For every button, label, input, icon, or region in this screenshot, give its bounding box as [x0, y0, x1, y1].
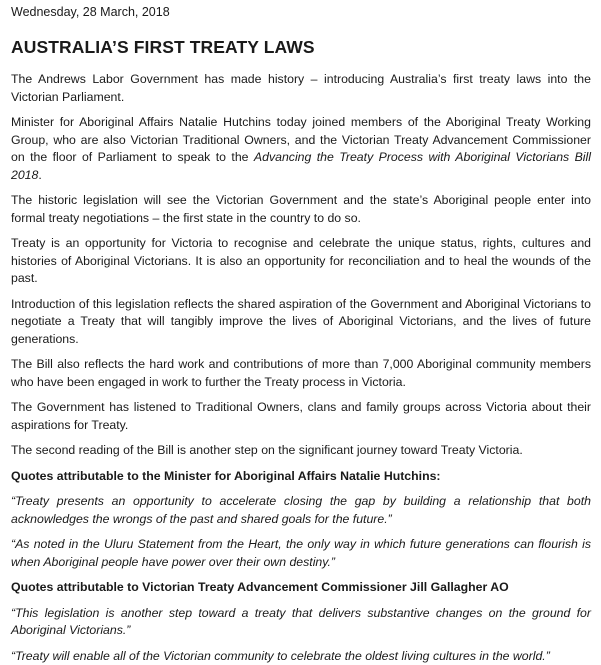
minister-quotes-heading: Quotes attributable to the Minister for Aboriginal Affairs Natalie Hutchins:: [11, 468, 591, 486]
paragraph-treaty-opportunity: Treaty is an opportunity for Victoria to recognise and celebrate the unique status, rights, cultures and histories of Aboriginal Victorians. It is also an opportunity for reconciliation and to heal the wounds of the past.: [11, 235, 591, 288]
paragraph-minister-joined-end: .: [38, 168, 41, 182]
paragraph-historic-legislation: The historic legislation will see the Victorian Government and the state’s Aboriginal people enter into formal treaty negotiations – the first state in the country to do so.: [11, 192, 591, 227]
release-date: Wednesday, 28 March, 2018: [11, 4, 591, 20]
commissioner-quotes-heading: Quotes attributable to Victorian Treaty Advancement Commissioner Jill Gallagher AO: [11, 579, 591, 597]
minister-quote-uluru: “As noted in the Uluru Statement from the Heart, the only way in which future generations can flourish is when Aboriginal people have power over their own destiny.”: [11, 536, 591, 571]
paragraph-government-listened: The Government has listened to Traditional Owners, clans and family groups across Victoria about their aspirations for Treaty.: [11, 399, 591, 434]
commissioner-quote-legislation: “This legislation is another step toward a treaty that delivers substantive changes on the ground for Aboriginal Victorians.”: [11, 605, 591, 640]
paragraph-minister-joined: [11, 114, 591, 184]
minister-quote-closing-gap: “Treaty presents an opportunity to accelerate closing the gap by building a relationship that both acknowledges the wrongs of the past and shared goals for the future.”: [11, 493, 591, 528]
paragraph-history: The Andrews Labor Government has made history – introducing Australia’s first treaty laws into the Victorian Parliament.: [11, 71, 591, 106]
page-title: AUSTRALIA’S FIRST TREATY LAWS: [11, 36, 591, 58]
commissioner-quote-cultures: “Treaty will enable all of the Victorian community to celebrate the oldest living cultures in the world.”: [11, 648, 591, 665]
bill-name: Advancing the Treaty Process with Aboriginal Victorians Bill 2018: [11, 150, 591, 182]
paragraph-minister-joined-text: Minister for Aboriginal Affairs Natalie Hutchins today joined members of the Aboriginal Treaty Working Group, who are also Victorian Traditional Owners, and the Victorian Treaty Advancement Commissioner on the floor of Parliament to speak to the: [11, 115, 591, 164]
paragraph-shared-aspiration: Introduction of this legislation reflects the shared aspiration of the Government and Aboriginal Victorians to negotiate a Treaty that will tangibly improve the lives of Aboriginal Victorians, and the lives of future generations.: [11, 296, 591, 349]
paragraph-second-reading: The second reading of the Bill is another step on the significant journey toward Treaty Victoria.: [11, 442, 591, 460]
paragraph-bill-reflects: The Bill also reflects the hard work and contributions of more than 7,000 Aboriginal community members who have been engaged in work to further the Treaty process in Victoria.: [11, 356, 591, 391]
